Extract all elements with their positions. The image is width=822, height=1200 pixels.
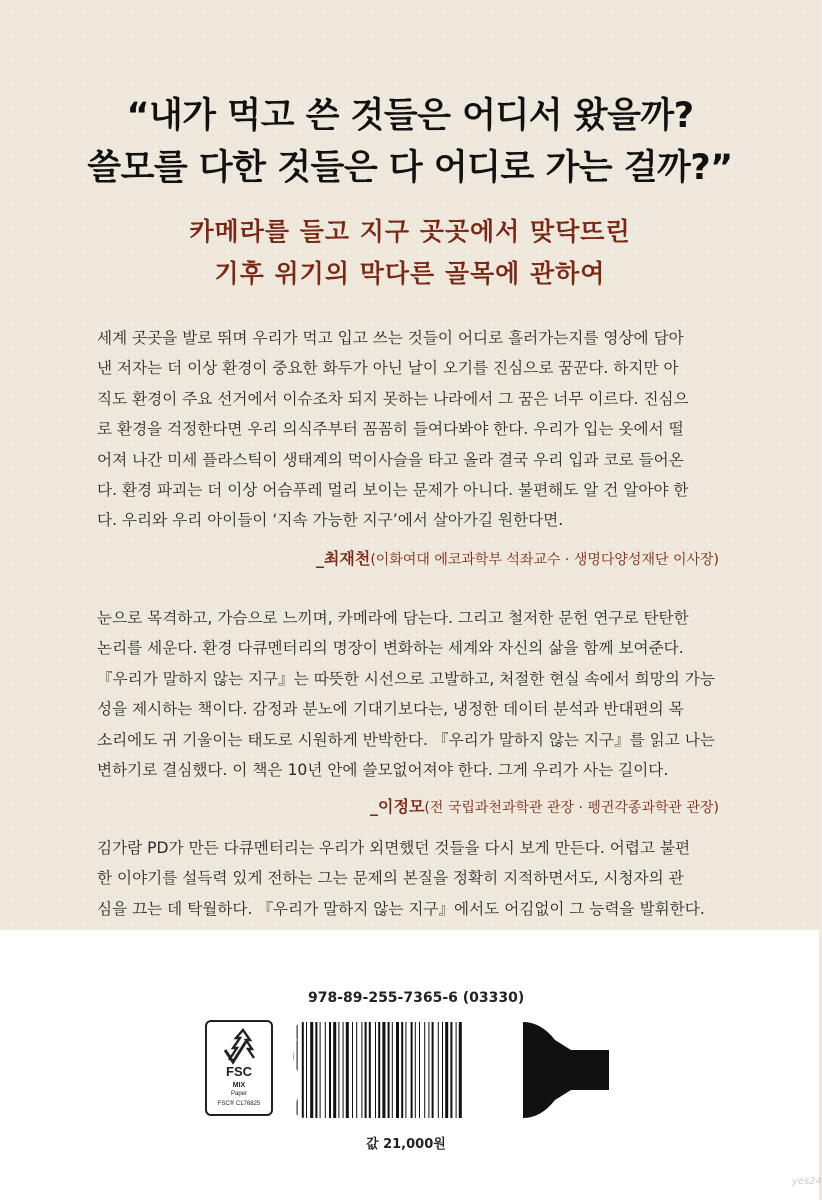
blurb-line: 김가람 PD가 만든 다큐멘터리는 우리가 외면했던 것들을 다시 보게 만든다. 어렵고 불편: [97, 839, 691, 857]
blurb-1-attribution: [316, 546, 719, 569]
bottle-neck: [523, 1022, 609, 1118]
barcode-bar: [310, 1020, 313, 1120]
barcode-bar: [375, 1020, 376, 1120]
author-name: _최재천: [315, 549, 371, 568]
blurb-3-text: [97, 833, 725, 924]
barcode-bar: [356, 1020, 357, 1120]
barcode-bar: [315, 1020, 317, 1120]
barcode-bar: [297, 1020, 298, 1120]
barcode-bar: [320, 1020, 321, 1120]
barcode-bar: [438, 1020, 439, 1120]
author-name: _이정모: [370, 797, 425, 816]
barcode-bar: [361, 1020, 362, 1120]
barcode-bar: [424, 1020, 425, 1120]
barcode-bar: [415, 1020, 416, 1120]
barcode-bar: [369, 1020, 371, 1120]
headline-line-2: 쓸모를 다한 것들은 다 어디로 가는 걸까?”: [87, 148, 733, 188]
barcode-bar: [325, 1020, 326, 1120]
blurb-line: 『우리가 말하지 않는 지구』는 따뜻한 시선으로 고발하고, 처절한 현실 속에서 희망의 가능: [97, 669, 715, 688]
fsc-tree-check-icon: [207, 1028, 271, 1068]
barcode-bar: [456, 1020, 457, 1120]
blurb-1-text: [97, 323, 725, 536]
blurb-line: 다. 우리와 우리 아이들이 ‘지속 가능한 지구’에서 살아가길 원한다면.: [97, 511, 564, 530]
blurb-line: 한 이야기를 설득력 있게 전하는 그는 문제의 본질을 정확히 지적하면서도, 시청자의 관: [97, 869, 684, 888]
barcode-bar: [287, 1020, 290, 1120]
subtitle-line-1: 카메라를 들고 지구 곳곳에서 맞닥뜨린: [189, 217, 631, 246]
subtitle-line-2: 기후 위기의 막다른 골목에 관하여: [214, 259, 606, 288]
barcode-bar: [392, 1020, 393, 1120]
barcode-bar: [388, 1020, 390, 1120]
barcode-bar: [292, 1020, 293, 1120]
barcode-bar: [405, 1020, 406, 1120]
barcode-bar: [396, 1020, 399, 1120]
blurb-line: 논리를 세운다. 환경 다큐멘터리의 명장이 변화하는 세계와 자신의 삶을 함께 보여준다.: [97, 639, 684, 658]
barcode-bar: [329, 1020, 331, 1120]
fsc-paper: Paper: [230, 1091, 247, 1097]
barcode-bar: [450, 1020, 452, 1120]
barcode-bar: [445, 1020, 448, 1120]
headline-line-1: “내가 먹고 쓴 것들은 어디서 왔을까?: [126, 96, 694, 136]
price-text: 값 21,000원: [366, 1137, 446, 1152]
barcode-bar: [432, 1020, 434, 1120]
barcode-bar: [401, 1020, 403, 1120]
blurb-line: 세계 곳곳을 발로 뛰며 우리가 먹고 입고 쓰는 것들이 어디로 흘러가는지를 영상에 담아: [97, 329, 684, 347]
isbn-text: 978-89-255-7365-6 (03330): [308, 990, 525, 1006]
barcode-bar: [382, 1020, 385, 1120]
barcode-bar: [442, 1020, 443, 1120]
fsc-label: FSC: [226, 1064, 252, 1079]
blurb-2-text: [97, 603, 725, 785]
bottle-barcode: [283, 1020, 613, 1120]
blurb-line: 심을 끄는 데 탁월하다. 『우리가 말하지 않는 지구』에서도 어김없이 그 능력을 발휘한다.: [97, 899, 705, 918]
blurb-line: 직도 환경이 주요 선거에서 이슈조차 되지 못하는 나라에서 그 꿈은 너무 이르다. 진심으: [97, 389, 689, 408]
blurb-line: 로 환경을 걱정한다면 우리 의식주부터 꼼꼼히 들여다봐야 한다. 우리가 입는 옷에서 떨: [97, 420, 684, 439]
barcode-bar: [365, 1020, 367, 1120]
barcode-bar: [302, 1020, 304, 1120]
barcode-bar: [411, 1020, 413, 1120]
fsc-mix: MIX: [232, 1082, 246, 1089]
barcode-bars: [283, 1020, 462, 1120]
blurb-line: 소리에도 귀 기울이는 태도로 시원하게 반박한다. 『우리가 말하지 않는 지구』를 읽고 나는: [97, 730, 715, 749]
author-title: (이화여대 에코과학부 석좌교수 · 생명다양성재단 이사장): [370, 552, 719, 568]
barcode-bar: [346, 1020, 349, 1120]
barcode-bar: [306, 1020, 307, 1120]
barcode-bar: [343, 1020, 344, 1120]
barcode-bar: [333, 1020, 336, 1120]
barcode-bar: [378, 1020, 380, 1120]
barcode-bar: [459, 1020, 462, 1120]
blurb-line: 다. 환경 파괴는 더 이상 어슴푸레 멀리 보이는 문제가 아니다. 불편해도 알 건 알아야 한: [97, 481, 689, 500]
fsc-logo: [205, 1020, 273, 1116]
blurb-line: 성을 제시하는 책이다. 감정과 분노에 기대기보다는, 냉정한 데이터 분석과 반대편의 목: [97, 700, 684, 719]
blurb-line: 낸 저자는 더 이상 환경이 중요한 화두가 아닌 날이 오기를 진심으로 꿈꾼다. 하지만 아: [97, 359, 679, 378]
barcode-bar: [338, 1020, 339, 1120]
barcode-bar: [352, 1020, 353, 1120]
yes24-watermark: yes24: [792, 1176, 822, 1187]
blurb-line: 변하기로 결심했다. 이 책은 10년 안에 쓸모없어져야 한다. 그게 우리가 사는 길이다.: [97, 761, 669, 780]
author-title: (전 국립과천과학관 관장 · 펭귄각종과학관 관장): [424, 800, 719, 816]
barcode-bar: [283, 1020, 285, 1120]
blurb-line: 어져 나간 미세 플라스틱이 생태계의 먹이사슬을 타고 올라 결국 우리 입과 코로 들어온: [97, 450, 684, 469]
blurb-line: 눈으로 목격하고, 가슴으로 느끼며, 카메라에 담는다. 그리고 철저한 문헌 연구로 탄탄한: [97, 609, 689, 627]
barcode-bar: [419, 1020, 420, 1120]
blurb-2-attribution: [370, 794, 719, 817]
fsc-code: FSC® C176825: [217, 1101, 261, 1107]
barcode-bar: [428, 1020, 429, 1120]
